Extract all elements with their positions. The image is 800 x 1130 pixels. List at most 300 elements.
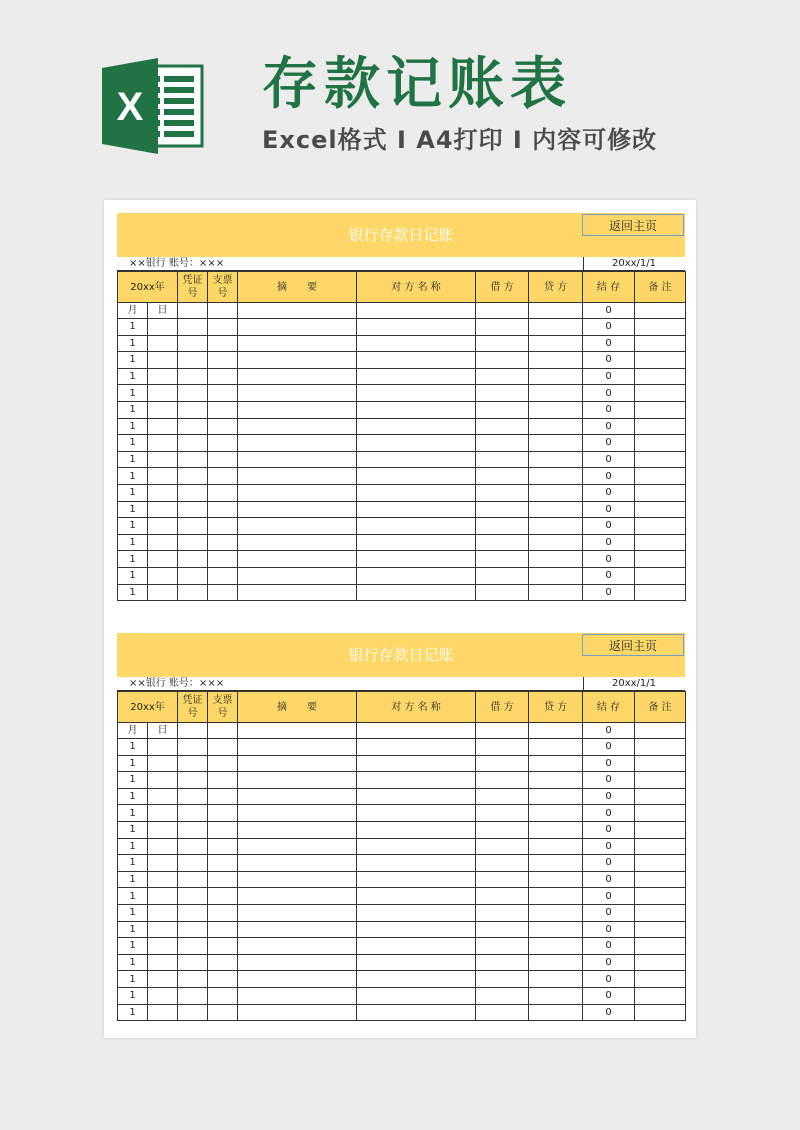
- check-cell[interactable]: [208, 501, 238, 518]
- voucher-cell[interactable]: [178, 888, 208, 905]
- balance-cell[interactable]: 0: [583, 788, 635, 805]
- voucher-cell[interactable]: [178, 418, 208, 435]
- credit-cell[interactable]: [529, 551, 583, 568]
- balance-cell[interactable]: 0: [583, 1004, 635, 1021]
- voucher-cell[interactable]: [178, 551, 208, 568]
- check-cell[interactable]: [208, 739, 238, 756]
- day-cell[interactable]: [148, 921, 178, 938]
- note-cell[interactable]: [635, 855, 686, 872]
- day-cell[interactable]: [148, 418, 178, 435]
- voucher-cell[interactable]: [178, 755, 208, 772]
- day-cell[interactable]: [148, 838, 178, 855]
- voucher-cell[interactable]: [178, 567, 208, 584]
- check-cell[interactable]: [208, 534, 238, 551]
- counterparty-cell[interactable]: [357, 518, 476, 535]
- counterparty-cell[interactable]: [357, 755, 476, 772]
- voucher-cell[interactable]: [178, 518, 208, 535]
- check-cell[interactable]: [208, 788, 238, 805]
- summary-cell[interactable]: [238, 335, 357, 352]
- voucher-cell[interactable]: [178, 584, 208, 601]
- summary-cell[interactable]: [238, 484, 357, 501]
- debit-cell[interactable]: [476, 1004, 529, 1021]
- month-cell[interactable]: 1: [118, 451, 148, 468]
- debit-cell[interactable]: [476, 335, 529, 352]
- summary-cell[interactable]: [238, 551, 357, 568]
- note-cell[interactable]: [635, 938, 686, 955]
- counterparty-cell[interactable]: [357, 904, 476, 921]
- credit-cell[interactable]: [529, 855, 583, 872]
- check-cell[interactable]: [208, 904, 238, 921]
- debit-cell[interactable]: [476, 987, 529, 1004]
- voucher-cell[interactable]: [178, 335, 208, 352]
- counterparty-cell[interactable]: [357, 1004, 476, 1021]
- balance-cell[interactable]: 0: [583, 319, 635, 336]
- counterparty-cell[interactable]: [357, 584, 476, 601]
- note-cell[interactable]: [635, 319, 686, 336]
- day-cell[interactable]: [148, 904, 178, 921]
- summary-cell[interactable]: [238, 821, 357, 838]
- note-cell[interactable]: [635, 418, 686, 435]
- voucher-cell[interactable]: [178, 987, 208, 1004]
- note-cell[interactable]: [635, 971, 686, 988]
- note-cell[interactable]: [635, 435, 686, 452]
- counterparty-cell[interactable]: [357, 921, 476, 938]
- voucher-cell[interactable]: [178, 921, 208, 938]
- note-cell[interactable]: [635, 954, 686, 971]
- counterparty-cell[interactable]: [357, 319, 476, 336]
- month-cell[interactable]: 1: [118, 551, 148, 568]
- day-cell[interactable]: [148, 567, 178, 584]
- day-cell[interactable]: [148, 518, 178, 535]
- balance-cell[interactable]: 0: [583, 484, 635, 501]
- debit-cell[interactable]: [476, 855, 529, 872]
- month-cell[interactable]: 1: [118, 888, 148, 905]
- debit-cell[interactable]: [476, 484, 529, 501]
- balance-cell[interactable]: 0: [583, 888, 635, 905]
- month-cell[interactable]: 1: [118, 567, 148, 584]
- check-cell[interactable]: [208, 551, 238, 568]
- counterparty-cell[interactable]: [357, 987, 476, 1004]
- credit-cell[interactable]: [529, 468, 583, 485]
- note-cell[interactable]: [635, 871, 686, 888]
- day-cell[interactable]: [148, 501, 178, 518]
- credit-cell[interactable]: [529, 888, 583, 905]
- month-cell[interactable]: 1: [118, 954, 148, 971]
- check-cell[interactable]: [208, 805, 238, 822]
- note-cell[interactable]: [635, 888, 686, 905]
- check-cell[interactable]: [208, 335, 238, 352]
- day-cell[interactable]: [148, 584, 178, 601]
- summary-cell[interactable]: [238, 451, 357, 468]
- balance-cell[interactable]: 0: [583, 871, 635, 888]
- note-cell[interactable]: [635, 468, 686, 485]
- balance-cell[interactable]: 0: [583, 303, 635, 319]
- debit-cell[interactable]: [476, 938, 529, 955]
- check-cell[interactable]: [208, 971, 238, 988]
- counterparty-cell[interactable]: [357, 871, 476, 888]
- voucher-cell[interactable]: [178, 468, 208, 485]
- voucher-cell[interactable]: [178, 805, 208, 822]
- credit-cell[interactable]: [529, 871, 583, 888]
- summary-cell[interactable]: [238, 987, 357, 1004]
- counterparty-cell[interactable]: [357, 401, 476, 418]
- counterparty-cell[interactable]: [357, 368, 476, 385]
- day-cell[interactable]: [148, 805, 178, 822]
- credit-cell[interactable]: [529, 987, 583, 1004]
- debit-cell[interactable]: [476, 352, 529, 369]
- counterparty-cell[interactable]: [357, 805, 476, 822]
- debit-cell[interactable]: [476, 788, 529, 805]
- voucher-cell[interactable]: [178, 534, 208, 551]
- debit-cell[interactable]: [476, 567, 529, 584]
- voucher-cell[interactable]: [178, 484, 208, 501]
- day-cell[interactable]: [148, 755, 178, 772]
- debit-cell[interactable]: [476, 838, 529, 855]
- balance-cell[interactable]: 0: [583, 451, 635, 468]
- day-cell[interactable]: [148, 385, 178, 402]
- credit-cell[interactable]: [529, 904, 583, 921]
- month-cell[interactable]: 1: [118, 805, 148, 822]
- counterparty-cell[interactable]: [357, 772, 476, 789]
- month-cell[interactable]: 1: [118, 534, 148, 551]
- summary-cell[interactable]: [238, 435, 357, 452]
- summary-cell[interactable]: [238, 904, 357, 921]
- debit-cell[interactable]: [476, 551, 529, 568]
- summary-cell[interactable]: [238, 368, 357, 385]
- voucher-cell[interactable]: [178, 352, 208, 369]
- check-cell[interactable]: [208, 418, 238, 435]
- check-cell[interactable]: [208, 855, 238, 872]
- voucher-cell[interactable]: [178, 838, 208, 855]
- day-cell[interactable]: [148, 468, 178, 485]
- check-cell[interactable]: [208, 401, 238, 418]
- summary-cell[interactable]: [238, 501, 357, 518]
- balance-cell[interactable]: 0: [583, 501, 635, 518]
- month-cell[interactable]: 1: [118, 335, 148, 352]
- check-cell[interactable]: [208, 584, 238, 601]
- month-cell[interactable]: 1: [118, 755, 148, 772]
- check-cell[interactable]: [208, 518, 238, 535]
- check-cell[interactable]: [208, 755, 238, 772]
- note-cell[interactable]: [635, 534, 686, 551]
- credit-cell[interactable]: [529, 501, 583, 518]
- debit-cell[interactable]: [476, 755, 529, 772]
- debit-cell[interactable]: [476, 871, 529, 888]
- month-cell[interactable]: 1: [118, 352, 148, 369]
- voucher-cell[interactable]: [178, 871, 208, 888]
- balance-cell[interactable]: 0: [583, 855, 635, 872]
- credit-cell[interactable]: [529, 518, 583, 535]
- summary-cell[interactable]: [238, 805, 357, 822]
- day-cell[interactable]: [148, 352, 178, 369]
- check-cell[interactable]: [208, 871, 238, 888]
- note-cell[interactable]: [635, 551, 686, 568]
- balance-cell[interactable]: 0: [583, 954, 635, 971]
- day-cell[interactable]: [148, 1004, 178, 1021]
- balance-cell[interactable]: 0: [583, 938, 635, 955]
- debit-cell[interactable]: [476, 772, 529, 789]
- summary-cell[interactable]: [238, 352, 357, 369]
- summary-cell[interactable]: [238, 971, 357, 988]
- month-cell[interactable]: 1: [118, 418, 148, 435]
- voucher-cell[interactable]: [178, 855, 208, 872]
- voucher-cell[interactable]: [178, 821, 208, 838]
- check-cell[interactable]: [208, 567, 238, 584]
- home-button[interactable]: 返回主页: [582, 214, 684, 236]
- balance-cell[interactable]: 0: [583, 838, 635, 855]
- summary-cell[interactable]: [238, 938, 357, 955]
- month-cell[interactable]: 1: [118, 772, 148, 789]
- note-cell[interactable]: [635, 821, 686, 838]
- balance-cell[interactable]: 0: [583, 518, 635, 535]
- note-cell[interactable]: [635, 501, 686, 518]
- credit-cell[interactable]: [529, 938, 583, 955]
- check-cell[interactable]: [208, 451, 238, 468]
- summary-cell[interactable]: [238, 772, 357, 789]
- counterparty-cell[interactable]: [357, 567, 476, 584]
- note-cell[interactable]: [635, 368, 686, 385]
- credit-cell[interactable]: [529, 788, 583, 805]
- note-cell[interactable]: [635, 838, 686, 855]
- check-cell[interactable]: [208, 352, 238, 369]
- day-cell[interactable]: [148, 335, 178, 352]
- day-cell[interactable]: [148, 551, 178, 568]
- credit-cell[interactable]: [529, 584, 583, 601]
- credit-cell[interactable]: [529, 484, 583, 501]
- counterparty-cell[interactable]: [357, 468, 476, 485]
- balance-cell[interactable]: 0: [583, 335, 635, 352]
- month-cell[interactable]: 1: [118, 821, 148, 838]
- summary-cell[interactable]: [238, 921, 357, 938]
- note-cell[interactable]: [635, 385, 686, 402]
- home-button[interactable]: 返回主页: [582, 634, 684, 656]
- note-cell[interactable]: [635, 805, 686, 822]
- note-cell[interactable]: [635, 755, 686, 772]
- balance-cell[interactable]: 0: [583, 435, 635, 452]
- summary-cell[interactable]: [238, 534, 357, 551]
- day-cell[interactable]: [148, 954, 178, 971]
- credit-cell[interactable]: [529, 567, 583, 584]
- credit-cell[interactable]: [529, 971, 583, 988]
- day-cell[interactable]: [148, 401, 178, 418]
- voucher-cell[interactable]: [178, 385, 208, 402]
- credit-cell[interactable]: [529, 805, 583, 822]
- balance-cell[interactable]: 0: [583, 904, 635, 921]
- month-cell[interactable]: 1: [118, 938, 148, 955]
- credit-cell[interactable]: [529, 772, 583, 789]
- balance-cell[interactable]: 0: [583, 971, 635, 988]
- credit-cell[interactable]: [529, 352, 583, 369]
- month-cell[interactable]: 1: [118, 401, 148, 418]
- balance-cell[interactable]: 0: [583, 418, 635, 435]
- month-cell[interactable]: 1: [118, 788, 148, 805]
- day-cell[interactable]: [148, 788, 178, 805]
- counterparty-cell[interactable]: [357, 352, 476, 369]
- credit-cell[interactable]: [529, 1004, 583, 1021]
- note-cell[interactable]: [635, 772, 686, 789]
- voucher-cell[interactable]: [178, 788, 208, 805]
- day-cell[interactable]: [148, 451, 178, 468]
- counterparty-cell[interactable]: [357, 418, 476, 435]
- debit-cell[interactable]: [476, 584, 529, 601]
- debit-cell[interactable]: [476, 921, 529, 938]
- balance-cell[interactable]: 0: [583, 352, 635, 369]
- check-cell[interactable]: [208, 368, 238, 385]
- credit-cell[interactable]: [529, 401, 583, 418]
- day-cell[interactable]: [148, 435, 178, 452]
- day-cell[interactable]: [148, 739, 178, 756]
- note-cell[interactable]: [635, 518, 686, 535]
- day-cell[interactable]: [148, 772, 178, 789]
- credit-cell[interactable]: [529, 838, 583, 855]
- check-cell[interactable]: [208, 435, 238, 452]
- voucher-cell[interactable]: [178, 368, 208, 385]
- month-cell[interactable]: 1: [118, 319, 148, 336]
- balance-cell[interactable]: 0: [583, 551, 635, 568]
- voucher-cell[interactable]: [178, 451, 208, 468]
- voucher-cell[interactable]: [178, 435, 208, 452]
- debit-cell[interactable]: [476, 534, 529, 551]
- counterparty-cell[interactable]: [357, 335, 476, 352]
- credit-cell[interactable]: [529, 534, 583, 551]
- debit-cell[interactable]: [476, 805, 529, 822]
- check-cell[interactable]: [208, 772, 238, 789]
- day-cell[interactable]: [148, 871, 178, 888]
- note-cell[interactable]: [635, 484, 686, 501]
- counterparty-cell[interactable]: [357, 838, 476, 855]
- voucher-cell[interactable]: [178, 739, 208, 756]
- voucher-cell[interactable]: [178, 1004, 208, 1021]
- summary-cell[interactable]: [238, 418, 357, 435]
- debit-cell[interactable]: [476, 501, 529, 518]
- day-cell[interactable]: [148, 971, 178, 988]
- counterparty-cell[interactable]: [357, 501, 476, 518]
- month-cell[interactable]: 1: [118, 871, 148, 888]
- debit-cell[interactable]: [476, 518, 529, 535]
- summary-cell[interactable]: [238, 838, 357, 855]
- check-cell[interactable]: [208, 484, 238, 501]
- balance-cell[interactable]: 0: [583, 921, 635, 938]
- day-cell[interactable]: [148, 319, 178, 336]
- balance-cell[interactable]: 0: [583, 584, 635, 601]
- month-cell[interactable]: 1: [118, 921, 148, 938]
- credit-cell[interactable]: [529, 435, 583, 452]
- debit-cell[interactable]: [476, 954, 529, 971]
- counterparty-cell[interactable]: [357, 788, 476, 805]
- note-cell[interactable]: [635, 921, 686, 938]
- summary-cell[interactable]: [238, 518, 357, 535]
- balance-cell[interactable]: 0: [583, 739, 635, 756]
- balance-cell[interactable]: 0: [583, 385, 635, 402]
- summary-cell[interactable]: [238, 855, 357, 872]
- note-cell[interactable]: [635, 567, 686, 584]
- month-cell[interactable]: 1: [118, 971, 148, 988]
- day-cell[interactable]: [148, 987, 178, 1004]
- debit-cell[interactable]: [476, 821, 529, 838]
- day-cell[interactable]: [148, 484, 178, 501]
- counterparty-cell[interactable]: [357, 435, 476, 452]
- credit-cell[interactable]: [529, 921, 583, 938]
- credit-cell[interactable]: [529, 954, 583, 971]
- balance-cell[interactable]: 0: [583, 805, 635, 822]
- debit-cell[interactable]: [476, 971, 529, 988]
- counterparty-cell[interactable]: [357, 954, 476, 971]
- debit-cell[interactable]: [476, 739, 529, 756]
- counterparty-cell[interactable]: [357, 855, 476, 872]
- voucher-cell[interactable]: [178, 954, 208, 971]
- debit-cell[interactable]: [476, 435, 529, 452]
- check-cell[interactable]: [208, 838, 238, 855]
- counterparty-cell[interactable]: [357, 821, 476, 838]
- note-cell[interactable]: [635, 451, 686, 468]
- balance-cell[interactable]: 0: [583, 772, 635, 789]
- credit-cell[interactable]: [529, 739, 583, 756]
- day-cell[interactable]: [148, 821, 178, 838]
- debit-cell[interactable]: [476, 418, 529, 435]
- balance-cell[interactable]: 0: [583, 468, 635, 485]
- summary-cell[interactable]: [238, 755, 357, 772]
- note-cell[interactable]: [635, 401, 686, 418]
- month-cell[interactable]: 1: [118, 838, 148, 855]
- counterparty-cell[interactable]: [357, 551, 476, 568]
- check-cell[interactable]: [208, 468, 238, 485]
- counterparty-cell[interactable]: [357, 534, 476, 551]
- debit-cell[interactable]: [476, 368, 529, 385]
- voucher-cell[interactable]: [178, 501, 208, 518]
- debit-cell[interactable]: [476, 385, 529, 402]
- summary-cell[interactable]: [238, 584, 357, 601]
- note-cell[interactable]: [635, 739, 686, 756]
- month-cell[interactable]: 1: [118, 518, 148, 535]
- counterparty-cell[interactable]: [357, 971, 476, 988]
- voucher-cell[interactable]: [178, 401, 208, 418]
- month-cell[interactable]: 1: [118, 385, 148, 402]
- voucher-cell[interactable]: [178, 319, 208, 336]
- debit-cell[interactable]: [476, 451, 529, 468]
- balance-cell[interactable]: 0: [583, 723, 635, 739]
- balance-cell[interactable]: 0: [583, 401, 635, 418]
- counterparty-cell[interactable]: [357, 739, 476, 756]
- note-cell[interactable]: [635, 352, 686, 369]
- month-cell[interactable]: 1: [118, 1004, 148, 1021]
- summary-cell[interactable]: [238, 468, 357, 485]
- debit-cell[interactable]: [476, 904, 529, 921]
- note-cell[interactable]: [635, 1004, 686, 1021]
- counterparty-cell[interactable]: [357, 484, 476, 501]
- summary-cell[interactable]: [238, 567, 357, 584]
- month-cell[interactable]: 1: [118, 468, 148, 485]
- check-cell[interactable]: [208, 888, 238, 905]
- month-cell[interactable]: 1: [118, 987, 148, 1004]
- check-cell[interactable]: [208, 385, 238, 402]
- credit-cell[interactable]: [529, 821, 583, 838]
- voucher-cell[interactable]: [178, 904, 208, 921]
- summary-cell[interactable]: [238, 385, 357, 402]
- credit-cell[interactable]: [529, 385, 583, 402]
- credit-cell[interactable]: [529, 368, 583, 385]
- month-cell[interactable]: 1: [118, 739, 148, 756]
- month-cell[interactable]: 1: [118, 904, 148, 921]
- summary-cell[interactable]: [238, 788, 357, 805]
- summary-cell[interactable]: [238, 739, 357, 756]
- debit-cell[interactable]: [476, 401, 529, 418]
- balance-cell[interactable]: 0: [583, 987, 635, 1004]
- note-cell[interactable]: [635, 335, 686, 352]
- debit-cell[interactable]: [476, 319, 529, 336]
- debit-cell[interactable]: [476, 888, 529, 905]
- voucher-cell[interactable]: [178, 772, 208, 789]
- counterparty-cell[interactable]: [357, 451, 476, 468]
